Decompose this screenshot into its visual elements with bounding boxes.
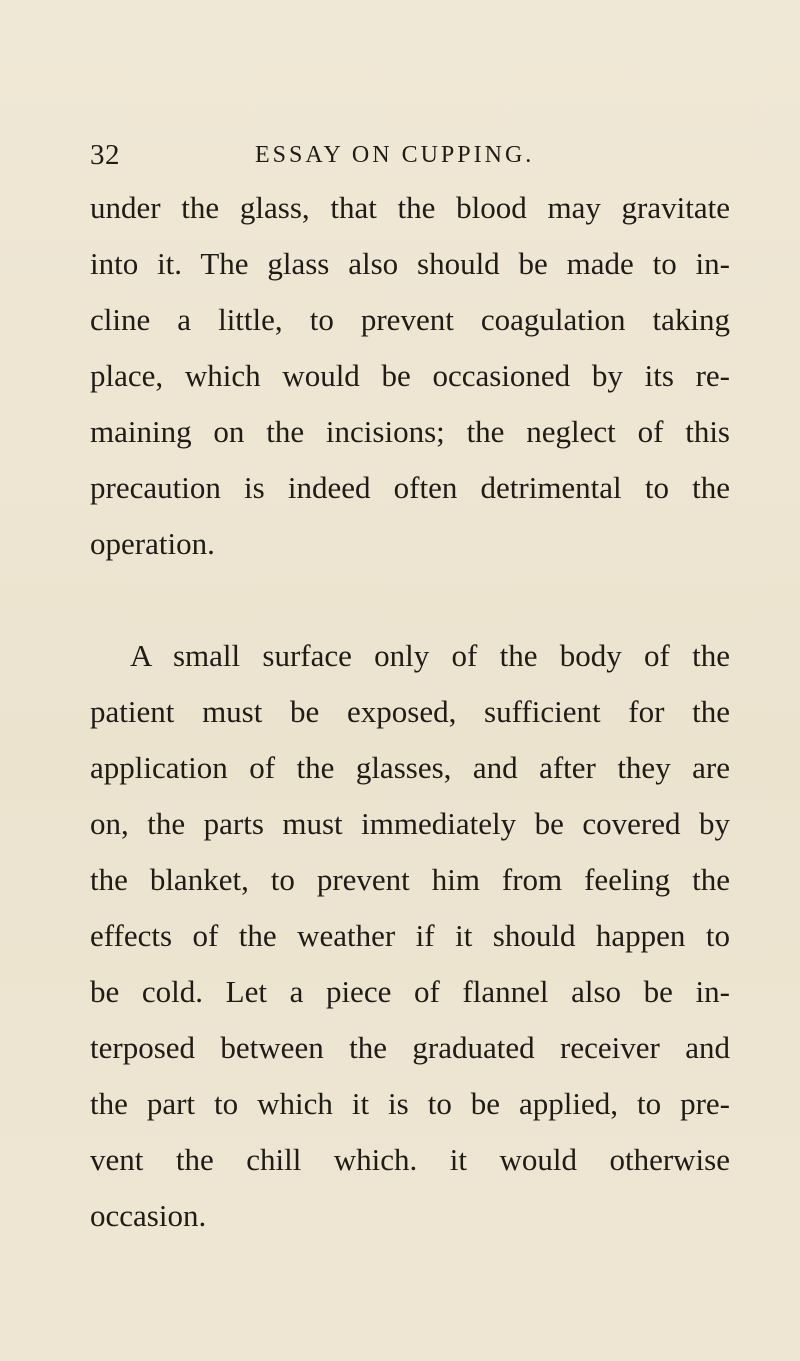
text-line: effects of the weather if it should happen to <box>90 918 730 953</box>
text-line: patient must be exposed, sufficient for the <box>90 694 730 729</box>
paragraph-2 <box>90 628 730 1244</box>
text-line: application of the glasses, and after they are <box>90 750 730 785</box>
text-line: under the glass, that the blood may gravitate <box>90 190 730 225</box>
text-line: the blanket, to prevent him from feeling the <box>90 862 730 897</box>
text-line: be cold. Let a piece of flannel also be in- <box>90 974 730 1009</box>
text-line: the part to which it is to be applied, to pre- <box>90 1086 730 1121</box>
text-line: precaution is indeed often detrimental to the <box>90 470 730 505</box>
text-line: A small surface only of the body of the <box>130 638 730 673</box>
text-line: maining on the incisions; the neglect of this <box>90 414 730 449</box>
paragraph-1 <box>90 180 730 572</box>
body-text <box>90 180 730 1244</box>
text-line: place, which would be occasioned by its re- <box>90 358 730 393</box>
text-line: terposed between the graduated receiver and <box>90 1030 730 1065</box>
page-number: 32 <box>90 139 120 171</box>
running-title: ESSAY ON CUPPING. <box>255 142 535 168</box>
text-line: into it. The glass also should be made to in- <box>90 246 730 281</box>
text-line: on, the parts must immediately be covered by <box>90 806 730 841</box>
text-line: vent the chill which. it would otherwise <box>90 1142 730 1177</box>
text-line: occasion. <box>90 1198 207 1233</box>
text-line: operation. <box>90 526 215 561</box>
running-head <box>90 132 710 178</box>
text-line: cline a little, to prevent coagulation taking <box>90 302 730 337</box>
paragraph-gap <box>90 572 730 628</box>
